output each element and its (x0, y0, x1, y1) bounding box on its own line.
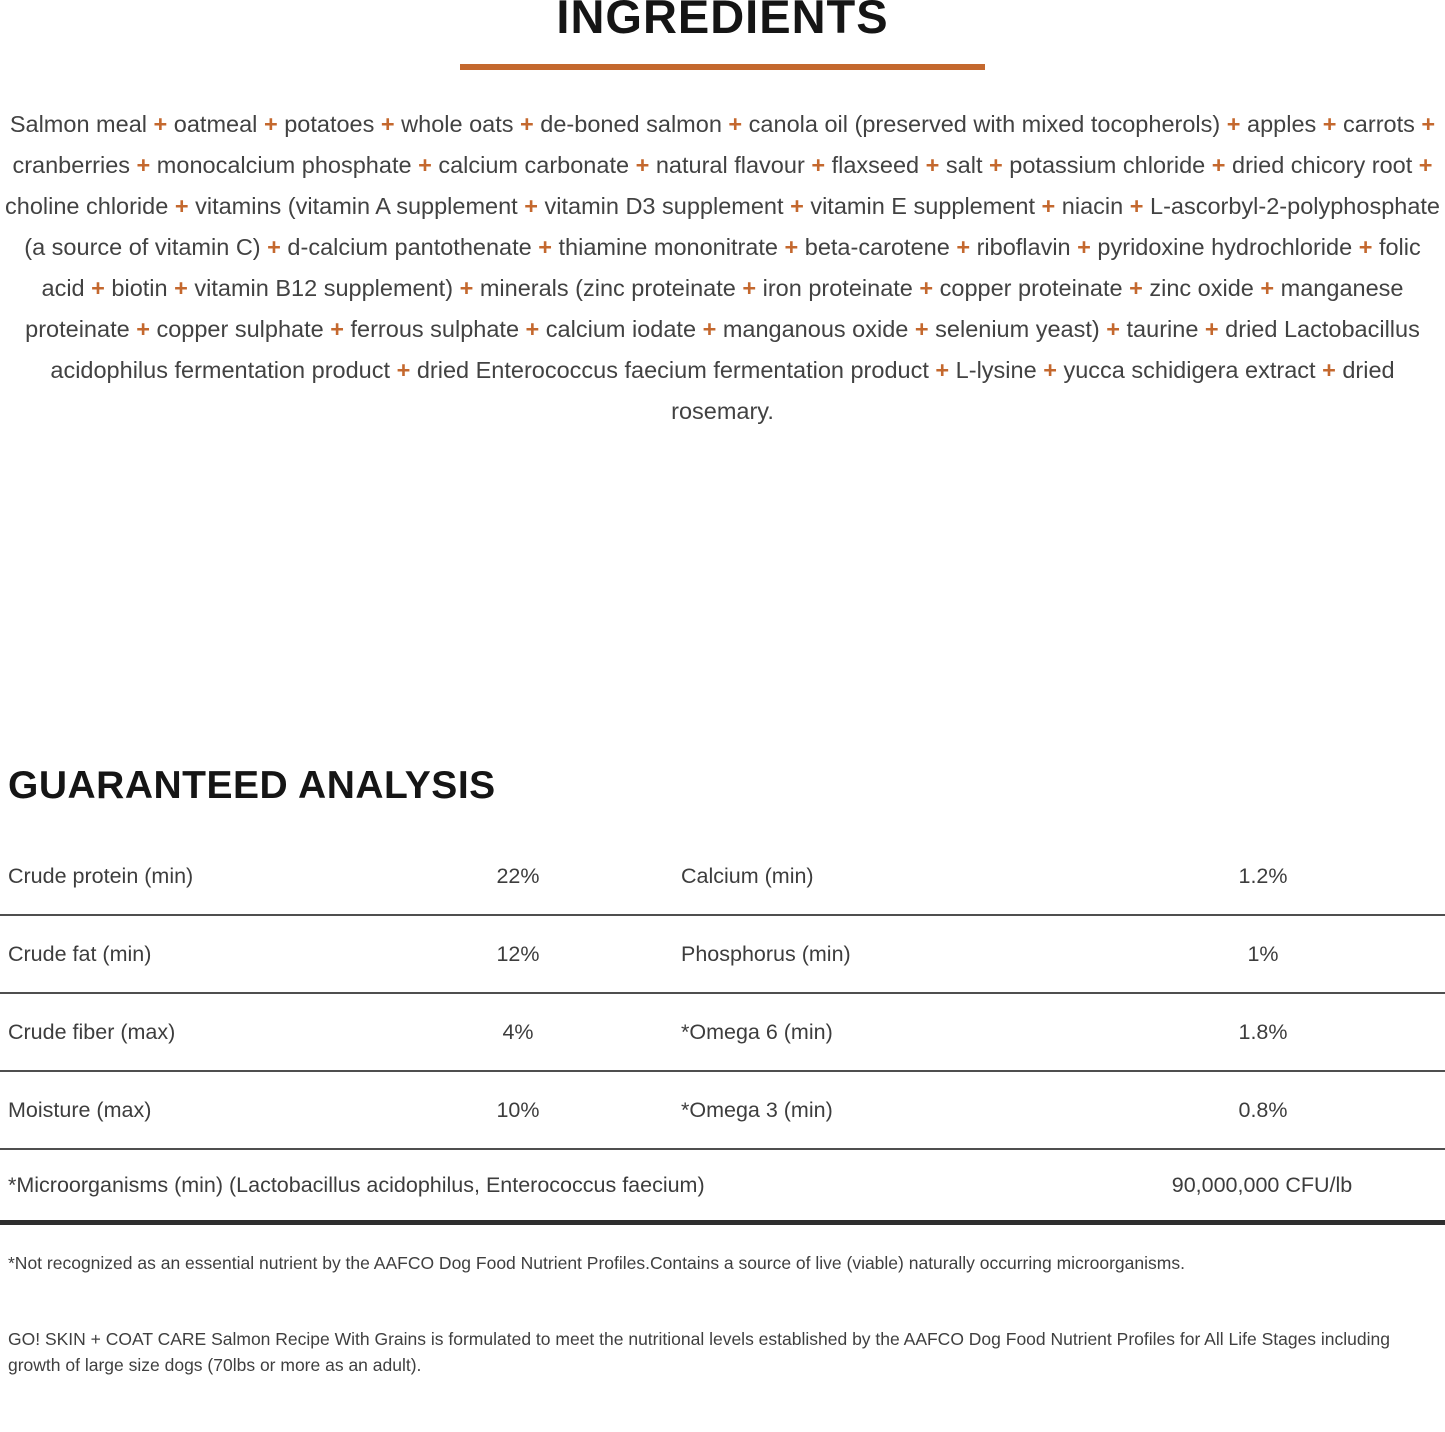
plus-separator: + (153, 111, 168, 137)
plus-separator: + (524, 193, 538, 219)
aafco-footnote: *Not recognized as an essential nutrient by the AAFCO Dog Food Nutrient Profiles.Contains a source of live (viable) naturally occurring microorganisms. (8, 1253, 1185, 1273)
plus-separator: + (728, 111, 743, 137)
ingredients-section (0, 0, 1445, 432)
accent-rule (460, 64, 985, 70)
plus-separator: + (1043, 357, 1057, 383)
plus-separator: + (380, 111, 395, 137)
nutrient-value: 10% (496, 1097, 540, 1122)
plus-separator: + (1204, 316, 1219, 342)
plus-separator: + (1421, 111, 1436, 137)
plus-separator: + (925, 152, 940, 178)
plus-separator: + (1129, 193, 1144, 219)
plus-separator: + (956, 234, 971, 260)
guaranteed-analysis-section (0, 765, 1445, 1378)
nutrient-label: *Omega 6 (min) (681, 1019, 833, 1044)
plus-separator: + (1322, 357, 1336, 383)
plus-separator: + (396, 357, 411, 383)
ingredients-title: INGREDIENTS (556, 0, 889, 43)
nutrient-value: 1.2% (1238, 863, 1288, 888)
plus-separator: + (525, 316, 540, 342)
plus-separator: + (811, 152, 826, 178)
plus-separator: + (935, 357, 950, 383)
plus-separator: + (174, 275, 188, 301)
guaranteed-analysis-title: GUARANTEED ANALYSIS (8, 764, 496, 807)
plus-separator: + (1322, 111, 1337, 137)
plus-separator: + (919, 275, 934, 301)
plus-separator: + (742, 275, 757, 301)
nutrient-label: Crude fiber (max) (8, 1019, 176, 1044)
plus-separator: + (1106, 316, 1120, 342)
plus-separator: + (418, 152, 432, 178)
plus-separator: + (1418, 152, 1433, 178)
nutrient-label: *Omega 3 (min) (681, 1097, 833, 1122)
plus-separator: + (784, 234, 799, 260)
plus-separator: + (136, 316, 150, 342)
plus-separator: + (267, 234, 281, 260)
plus-separator: + (1211, 152, 1226, 178)
plus-separator: + (1129, 275, 1143, 301)
plus-separator: + (1358, 234, 1373, 260)
plus-separator: + (459, 275, 474, 301)
aafco-statement: GO! SKIN + COAT CARE Salmon Recipe With Grains is formulated to meet the nutritional levels established by the AAFCO Dog Food Nutrient Profiles for All Life Stages including growth of large size dogs (70lbs or more as an adult). (8, 1329, 1390, 1375)
nutrient-label: Phosphorus (min) (681, 941, 851, 966)
table-row (0, 1072, 1445, 1150)
plus-separator: + (702, 316, 717, 342)
plus-separator: + (914, 316, 929, 342)
plus-separator: + (174, 193, 189, 219)
nutrient-value: 22% (496, 863, 540, 888)
plus-separator: + (635, 152, 650, 178)
table-row (0, 838, 1445, 916)
guaranteed-analysis-table (0, 838, 1445, 1225)
nutrient-label: *Microorganisms (min) (Lactobacillus acidophilus, Enterococcus faecium) (8, 1172, 705, 1197)
plus-separator: + (790, 193, 804, 219)
nutrient-value: 1.8% (1238, 1019, 1288, 1044)
table-row (0, 994, 1445, 1072)
plus-separator: + (520, 111, 534, 137)
nutrient-value: 0.8% (1238, 1097, 1288, 1122)
nutrient-label: Calcium (min) (681, 863, 814, 888)
plus-separator: + (989, 152, 1003, 178)
plus-separator: + (1226, 111, 1241, 137)
plus-separator: + (263, 111, 278, 137)
plus-separator: + (1041, 193, 1056, 219)
table-row (0, 916, 1445, 994)
nutrient-label: Crude fat (min) (8, 941, 152, 966)
plus-separator: + (1260, 275, 1275, 301)
plus-separator: + (538, 234, 552, 260)
plus-separator: + (1077, 234, 1091, 260)
nutrient-label: Moisture (max) (8, 1097, 152, 1122)
plus-separator: + (91, 275, 105, 301)
ingredients-text: Salmon meal + oatmeal + potatoes + whole oats + de-boned salmon + canola oil (preserved with mixed tocopherols) + apples + carrots + cranberries + monocalcium phosphate + calcium carbonate + natural flavour + flaxseed + salt + potassium chloride + dried chicory root + choline chloride + vitamins (vitamin A supplement + vitamin D3 supplement + vitamin E supplement + niacin + L-ascorbyl-2-polyphosphate (a source of vitamin C) + d-calcium pantothenate + thiamine mononitrate + beta-carotene + riboflavin + pyridoxine hydrochloride + folic acid + biotin + vitamin B12 supplement) + minerals (zinc proteinate + iron proteinate + copper proteinate + zinc oxide + manganese proteinate + copper sulphate + ferrous sulphate + calcium iodate + manganous oxide + selenium yeast) + taurine + dried Lactobacillus acidophilus fermentation product + dried Enterococcus faecium fermentation product + L-lysine + yucca schidigera extract + dried rosemary. (5, 111, 1440, 424)
nutrient-value: 12% (496, 941, 540, 966)
nutrient-value: 90,000,000 CFU/lb (1171, 1172, 1353, 1197)
plus-separator: + (136, 152, 151, 178)
nutrient-value: 4% (502, 1019, 534, 1044)
plus-separator: + (330, 316, 344, 342)
nutrient-label: Crude protein (min) (8, 863, 194, 888)
table-row-microorganisms (0, 1150, 1445, 1225)
nutrient-value: 1% (1247, 941, 1279, 966)
